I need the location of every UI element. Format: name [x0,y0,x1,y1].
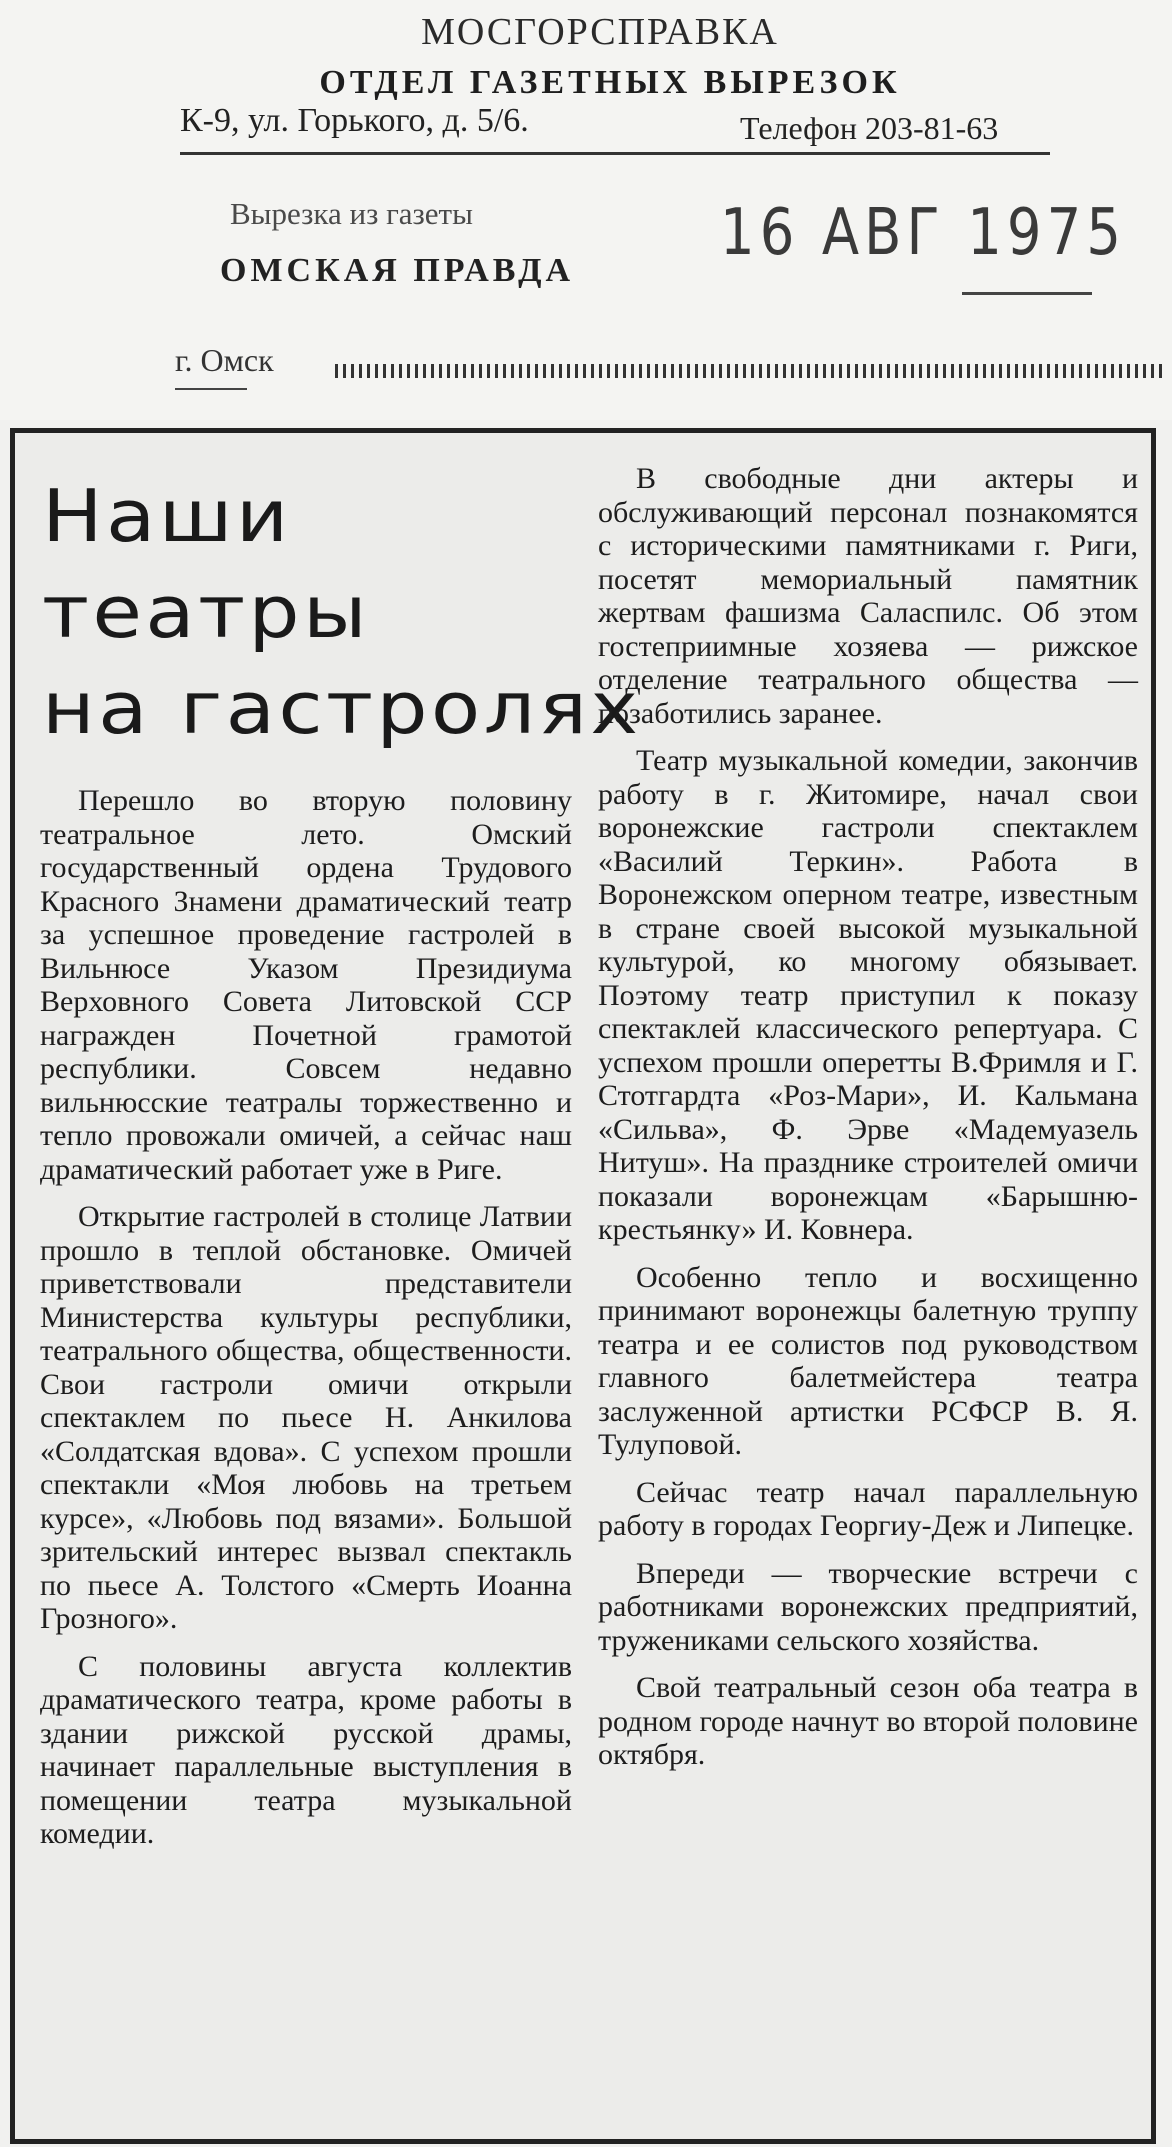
article-column-right [598,462,1138,1786]
phone: Телефон 203-81-63 [740,110,999,146]
headline-line-2: театры [42,570,371,654]
address: К-9, ул. Горького, д. 5/6. [180,102,529,139]
headline-line-1: Наши [42,474,292,558]
headline-line-3: на гастролях [42,666,642,750]
city-label: г. Омск [175,342,274,378]
paragraph: Сейчас театр начал параллельную работу в городах Георгиу-Деж и Липецке. [598,1475,1138,1542]
agency-name: МОСГОРСПРАВКА [421,11,779,53]
header-divider [180,152,1050,155]
paragraph: Театр музыкальной комедии, закончив работу в г. Житомире, начал свои воронежские гастроли спектаклем «Василий Теркин». Работа в Воронежском оперном театре, известным в стране своей высокой музыкальной культурой, ко многому обязывает. Поэтому театр приступил к показу спектаклей классического репертуара. С успехом прошли оперетты В.Фримля и Г. Стотгардта «Роз-Мари», И. Кальмана «Сильва», Ф. Эрве «Мадемуазель Нитуш». На празднике строителей омичи показали воронежцам «Барышню-крестьянку» И. Ковнера. [598,744,1138,1246]
department-name: ОТДЕЛ ГАЗЕТНЫХ ВЫРЕЗОК [319,64,901,101]
paragraph: С половины августа коллектив драматического театра, кроме работы в здании рижской русской драмы, начинает параллельные выступления в помещении театра музыкальной комедии. [40,1649,572,1850]
date-stamp: 16 АВГ 1975 [720,196,1127,270]
newspaper-name: ОМСКАЯ ПРАВДА [220,252,575,289]
paragraph: Открытие гастролей в столице Латвии прошло в теплой обстановке. Омичей приветствовали представители Министерства культуры республики, театрального общества, общественности. Свои гастроли омичи открыли спектаклем по пьесе Н. Анкилова «Солдатская вдова». С успехом прошли спектакли «Моя любовь на третьем курсе», «Любовь под вязами». Большой зрительский интерес вызвал спектакль по пьесе А. Толстого «Смерть Иоанна Грозного». [40,1200,572,1635]
clipping-label: Вырезка из газеты [230,196,473,231]
dotted-rule [335,364,1165,378]
paragraph: Впереди — творческие встречи с работниками воронежских предприятий, тружениками сельского хозяйства. [598,1556,1138,1657]
article-column-left [40,784,572,1865]
article-headline [42,468,669,756]
paragraph: В свободные дни актеры и обслуживающий персонал познакомятся с историческими памятниками г. Риги, посетят мемориальный памятник жертвам фашизма Саласпилс. Об этом гостеприимные хозяева — рижское отделение театрального общества — позаботились заранее. [598,462,1138,730]
paragraph: Особенно тепло и восхищенно принимают воронежцы балетную труппу театра и ее солистов под руководством главного балетмейстера театра заслуженной артистки РСФСР В. Я. Тулуповой. [598,1260,1138,1461]
paragraph: Перешло во вторую половину театральное лето. Омский государственный ордена Трудового Красного Знамени драматический театр за успешное проведение гастролей в Вильнюсе Указом Президиума Верховного Совета Литовской ССР награжден Почетной грамотой республики. Совсем недавно вильнюсские театралы торжественно и тепло провожали омичей, а сейчас наш драматический работает уже в Риге. [40,784,572,1186]
city-underline [175,388,247,390]
date-stamp-underline [962,292,1092,295]
paragraph: Свой театральный сезон оба театра в родном городе начнут во второй половине октября. [598,1671,1138,1771]
